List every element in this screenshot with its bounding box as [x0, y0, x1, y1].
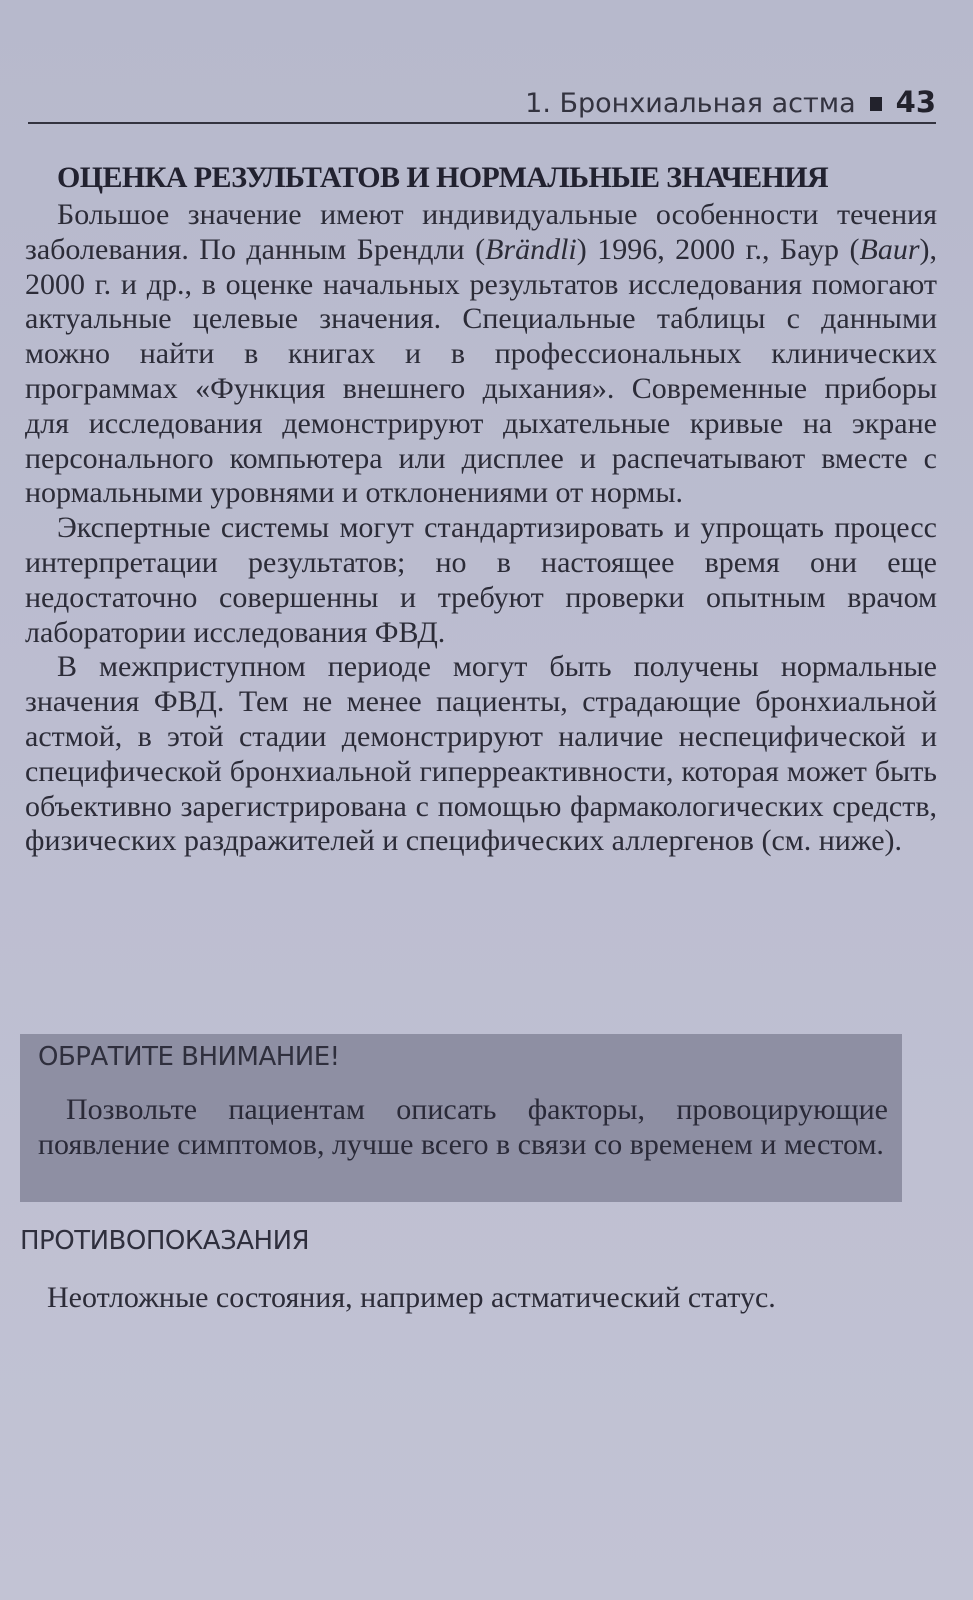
- running-title: 1. Бронхиальная астма: [525, 88, 856, 119]
- page-number: 43: [895, 85, 936, 119]
- paragraph-1-part-c: ) 1996, 2000 г., Баур (: [576, 232, 860, 266]
- contraindications-text: Неотложные состояния, например астматический статус.: [47, 1281, 776, 1314]
- author-name-latin-2: Baur: [859, 232, 920, 266]
- section-title: ОЦЕНКА РЕЗУЛЬТАТОВ И НОРМАЛЬНЫЕ ЗНАЧЕНИЯ: [57, 161, 829, 194]
- paragraph-1-part-e: ), 2000 г. и др., в оценке начальных результатов исследования помогают актуальные целевые значения. Специальные таблицы с данными можно найти в книгах и в профессиональных клинических программах «Функция внешнего дыхания». Современные приборы для исследования демонстрируют дыхательные кривые на экране персонального компьютера или дисплее и распечатывают вместе с нормальными уровнями и отклонениями от нормы.: [25, 232, 937, 510]
- square-bullet-icon: [870, 97, 882, 111]
- paragraph-3: В межприступном периоде могут быть получены нормальные значения ФВД. Тем не менее пациенты, страдающие бронхиальной астмой, в этой стадии демонстрируют наличие неспецифической и специфической бронхиальной гиперреактивности, которая может быть объективно зарегистрирована с помощью фармакологических средств, физических раздражителей и специфических аллергенов (см. ниже).: [25, 650, 937, 858]
- paragraph-1: [25, 198, 937, 511]
- paragraph-1-part-a: Большое значение имеют индивидуальные особенности течения заболевания. По данным Брендли (: [25, 198, 937, 266]
- attention-title: ОБРАТИТЕ ВНИМАНИЕ!: [38, 1042, 340, 1072]
- running-header: [28, 82, 936, 124]
- author-name-latin-1: Brändli: [485, 232, 577, 266]
- attention-box: [20, 1034, 902, 1202]
- main-text: [25, 160, 937, 859]
- contraindications-title: ПРОТИВОПОКАЗАНИЯ: [20, 1226, 310, 1256]
- attention-text: Позвольте пациентам описать факторы, провоцирующие появление симптомов, лучше всего в связи со временем и местом.: [38, 1093, 888, 1161]
- paragraph-2: Экспертные системы могут стандартизировать и упрощать процесс интерпретации результатов; но в настоящее время они еще недостаточно совершенны и требуют проверки опытным врачом лаборатории исследования ФВД.: [25, 511, 937, 649]
